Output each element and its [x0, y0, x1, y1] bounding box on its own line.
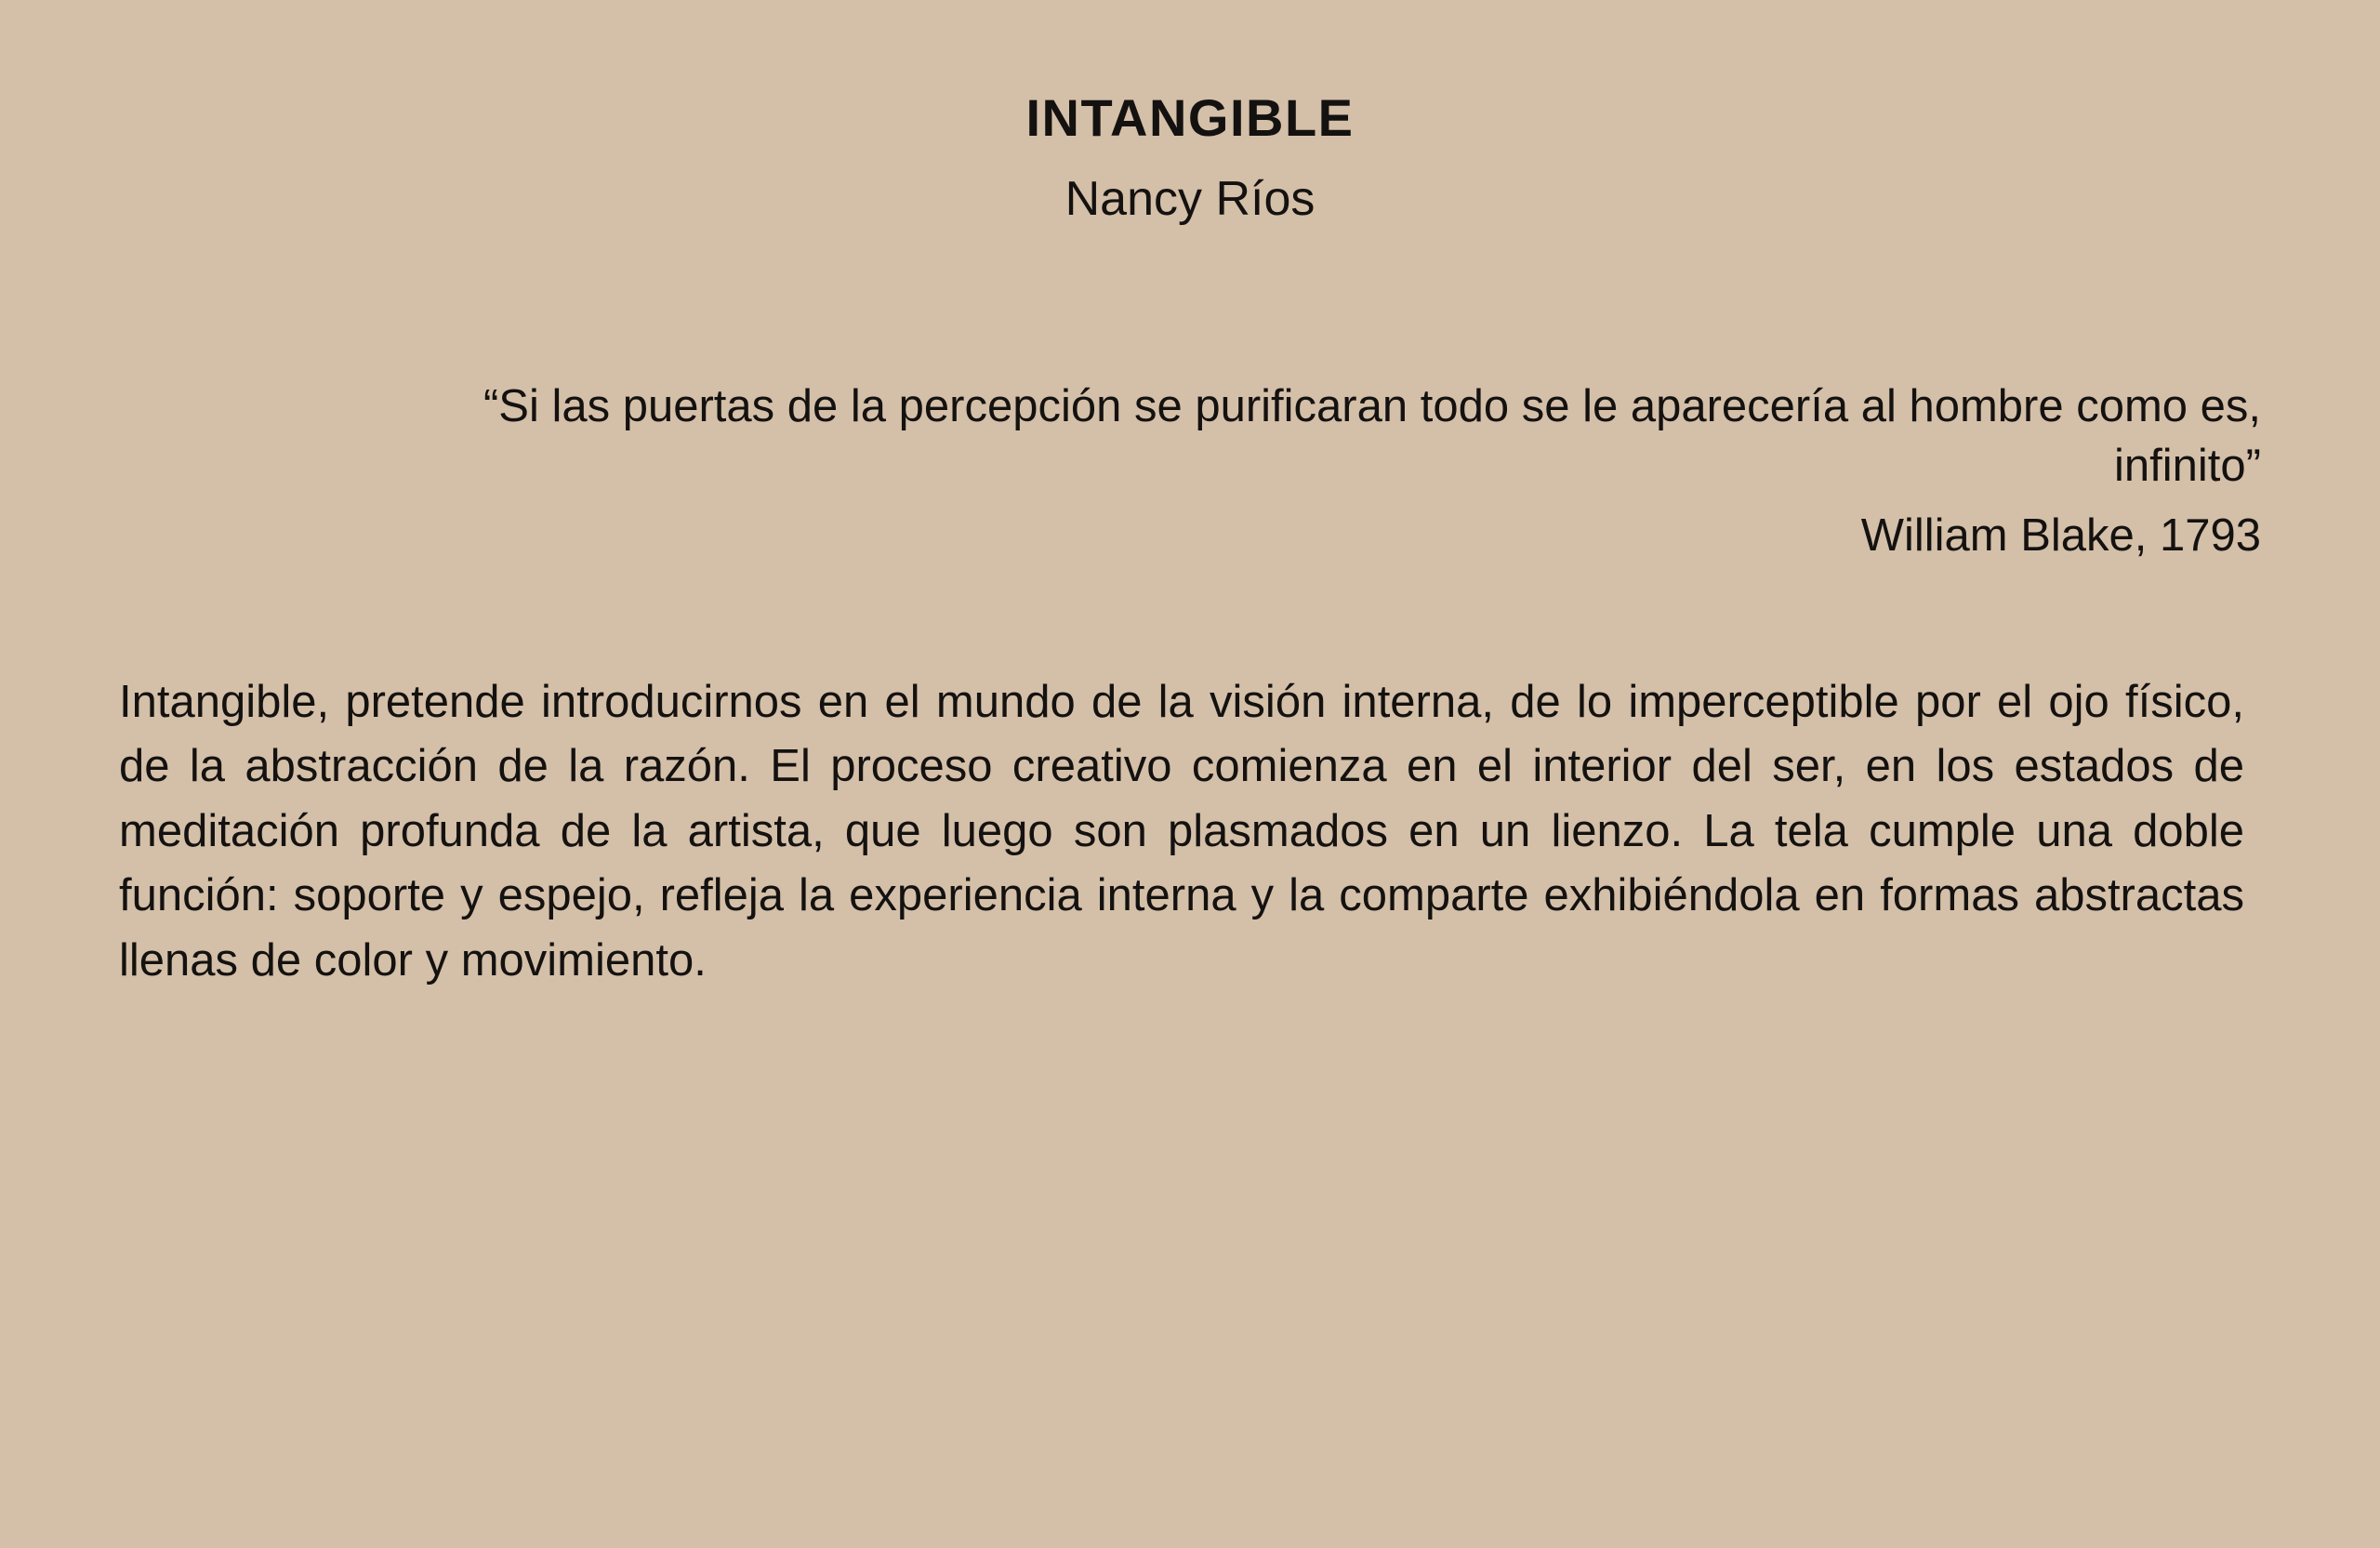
body-paragraph: Intangible, pretende introducirnos en el mundo de la visión interna, de lo imperceptible por el ojo físico, de la abstracción de la razón. El proceso creativo comienza en el interior del ser, en los estados de meditación profunda de la artista, que luego son plasmados en un lienzo. La tela cumple una doble función: soporte y espejo, refleja la experiencia interna y la comparte exhibiéndola en formas abstractas llenas de color y movimiento. [119, 676, 2244, 986]
quote-attribution: William Blake, 1793 [1860, 509, 2261, 561]
author-name: Nancy Ríos [1064, 171, 1316, 226]
quote-line-1: “Si las puertas de la percepción se purificaran todo se le aparecería al hombre como es, [483, 380, 2261, 431]
body-block [119, 670, 2261, 994]
page-title: INTANGIBLE [1025, 88, 1355, 147]
quote-block [119, 377, 2261, 566]
quote-line-2: infinito” [2114, 441, 2261, 492]
title-block [119, 0, 2261, 230]
